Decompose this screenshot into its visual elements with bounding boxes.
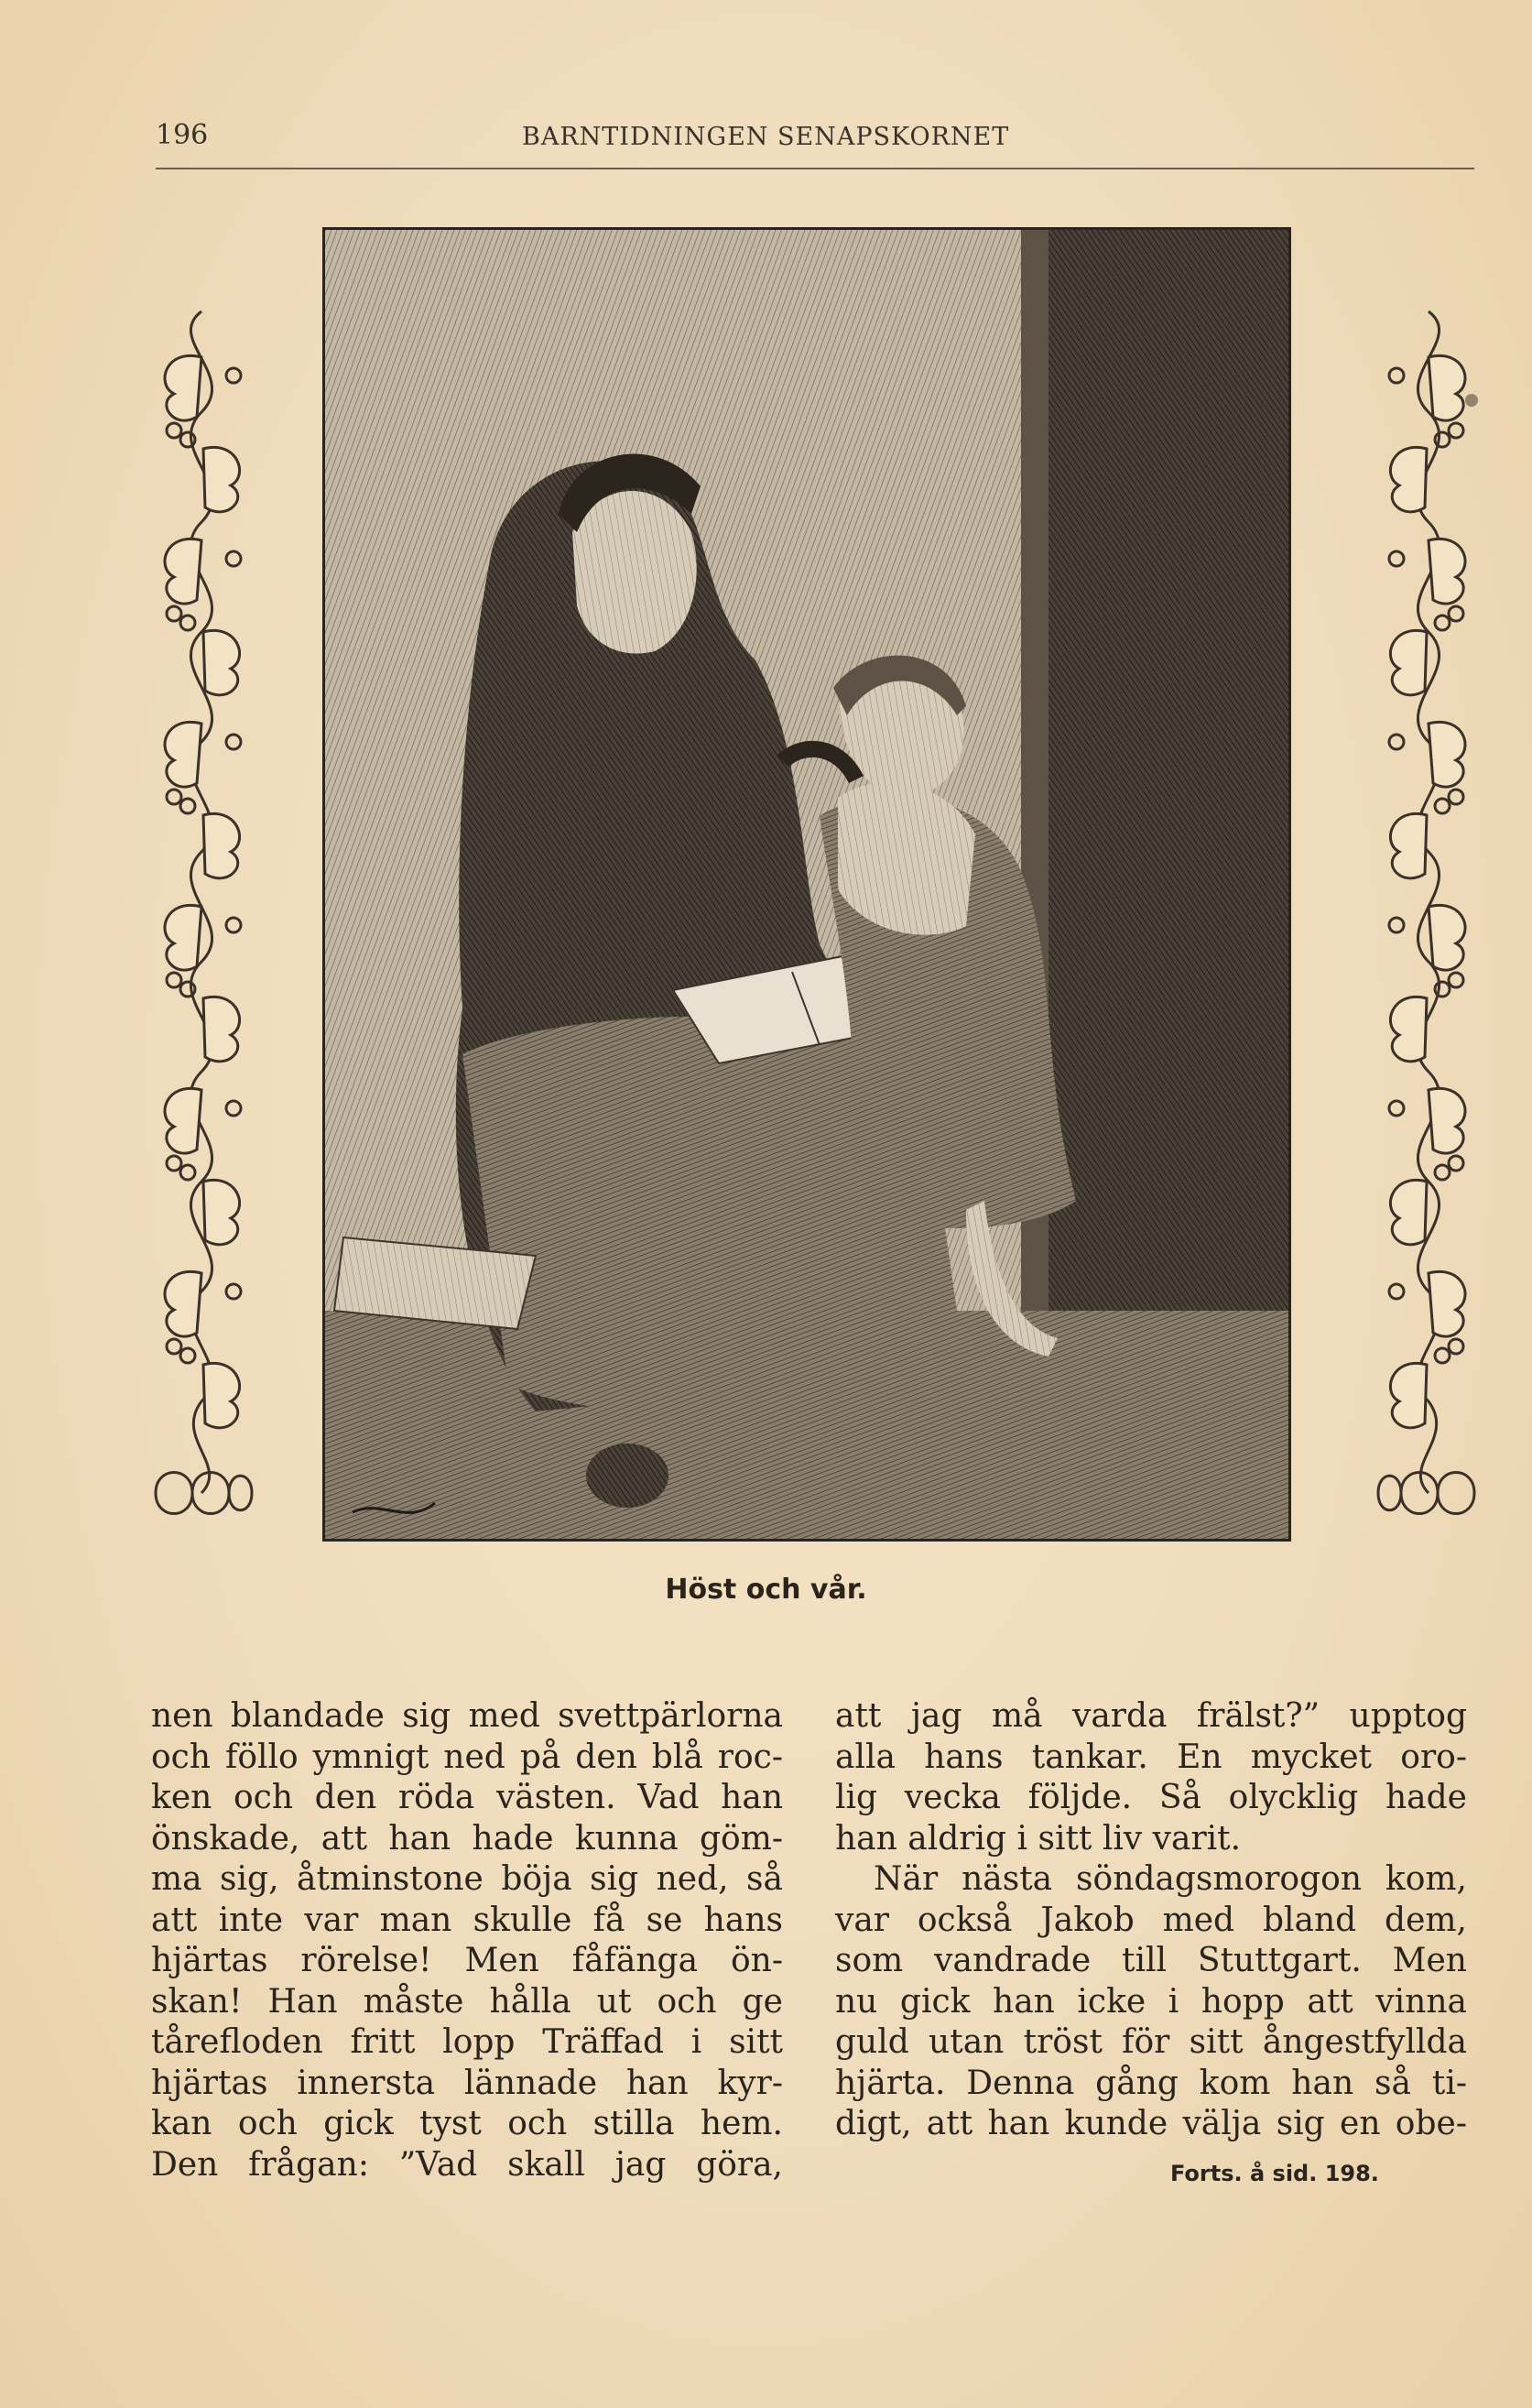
header-rule	[156, 168, 1474, 169]
text-line: önskade, att han hade kunna göm-	[151, 1819, 783, 1858]
vine-ornament-left	[147, 302, 256, 1530]
text-line: att jag må varda frälst?” upptog	[835, 1697, 1467, 1735]
text-line: var också Jakob med bland dem,	[835, 1901, 1467, 1939]
text-line: lig vecka följde. Så olycklig hade	[835, 1779, 1467, 1816]
text-line: skan! Han måste hålla ut och ge	[151, 1982, 783, 2021]
text-line: ma sig, åtminstone böja sig ned, så	[151, 1860, 783, 1898]
illustration-caption: Höst och vår.	[665, 1574, 867, 1606]
continued-note: Forts. å sid. 198.	[1170, 2161, 1379, 2186]
text-line: som vandrade till Stuttgart. Men	[835, 1942, 1467, 1979]
text-line: hjärtas rörelse! Men fåfänga ön-	[151, 1942, 783, 1979]
text-line: När nästa söndagsmorogon kom,	[874, 1860, 1467, 1898]
text-column-right	[835, 1696, 1467, 2145]
text-line: guld utan tröst för sitt ångestfyllda	[835, 2023, 1467, 2061]
text-line: nen blandade sig med svettpärlorna	[151, 1697, 783, 1735]
text-line: han aldrig i sitt liv varit.	[835, 1819, 1242, 1858]
vine-ornament-right	[1374, 302, 1483, 1530]
text-line: tårefloden fritt lopp Träffad i sitt	[151, 2023, 783, 2061]
text-line: hjärtas innersta lännade han kyr-	[151, 2064, 783, 2102]
page-number: 196	[156, 119, 209, 151]
text-line: hjärta. Denna gång kom han så ti-	[835, 2064, 1467, 2102]
engraving-illustration	[322, 227, 1291, 1542]
text-line: att inte var man skulle få se hans	[151, 1901, 783, 1939]
text-line: nu gick han icke i hopp att vinna	[835, 1982, 1467, 2021]
running-title: BARNTIDNINGEN SENAPSKORNET	[522, 123, 1010, 151]
engraving-picture	[325, 230, 1288, 1539]
text-line: ken och den röda västen. Vad han	[151, 1779, 783, 1816]
text-line: Den frågan: ”Vad skall jag göra,	[151, 2145, 783, 2184]
text-line: alla hans tankar. En mycket oro-	[835, 1738, 1467, 1776]
text-line: och föllo ymnigt ned på den blå roc-	[151, 1738, 783, 1776]
text-line: kan och gick tyst och stilla hem.	[151, 2105, 783, 2142]
text-column-left	[151, 1696, 783, 2185]
text-line: digt, att han kunde välja sig en obe-	[835, 2105, 1467, 2142]
page-header	[156, 110, 1474, 165]
